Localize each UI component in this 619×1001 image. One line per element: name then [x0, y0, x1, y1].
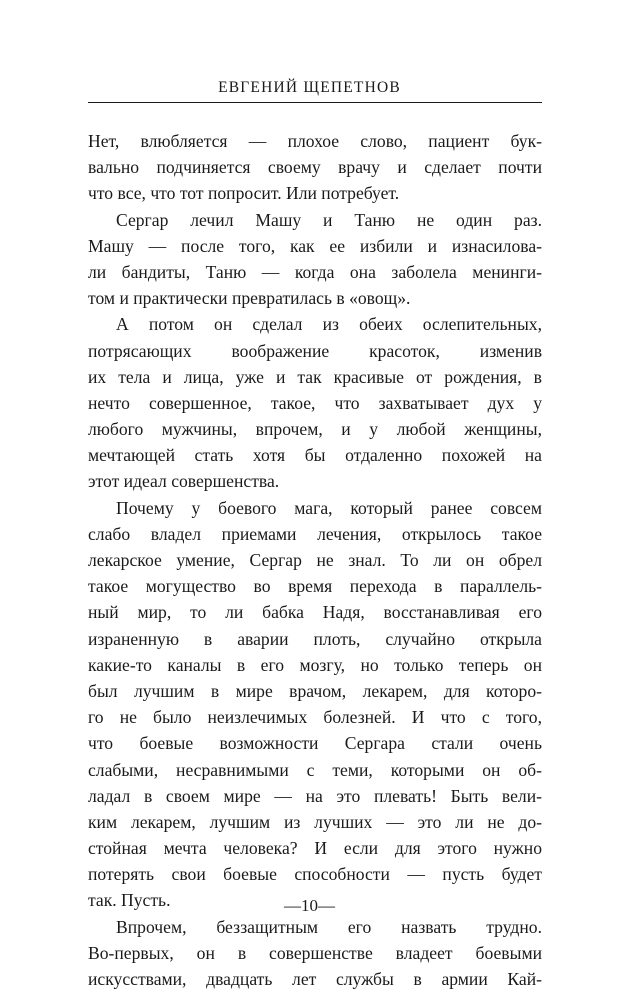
text-line: ладал в своем мире — на это плевать! Быть вели- — [88, 785, 542, 806]
text-line: израненную в аварии плоть, случайно открыла — [88, 628, 542, 649]
text-line: Машу — после того, как ее избили и изнасилова- — [88, 235, 542, 256]
text-line: ким лекарем, лучшим из лучших — это ли не до- — [88, 811, 542, 832]
text-line: Сергар лечил Машу и Таню не один раз. — [116, 209, 542, 230]
text-line: так. Пусть. — [88, 890, 171, 911]
text-line: что боевые возможности Сергара стали очень — [88, 733, 542, 754]
text-line: вально подчиняется своему врачу и сделает почти — [88, 157, 542, 178]
text-line: такое могущество во время перехода в параллель- — [88, 576, 542, 597]
text-line: Во-первых, он в совершенстве владеет боевыми — [88, 942, 542, 963]
text-line: этот идеал совершенства. — [88, 471, 280, 492]
page-number: —10— — [284, 896, 335, 915]
header-rule — [88, 102, 542, 103]
running-head: ЕВГЕНИЙ ЩЕПЕТНОВ — [218, 79, 401, 96]
text-line: слабо владел приемами лечения, открылось такое — [88, 523, 542, 544]
text-line: какие-то каналы в его мозгу, но только теперь он — [88, 654, 542, 675]
text-line: их тела и лица, уже и так красивые от рождения, в — [88, 366, 542, 387]
text-line: потрясающих воображение красоток, изменив — [88, 340, 542, 361]
text-line: Впрочем, беззащитным его назвать трудно. — [116, 916, 542, 937]
body-text — [88, 128, 542, 992]
text-line: любого мужчины, впрочем, и у любой женщины, — [88, 419, 542, 440]
text-line: был лучшим в мире врачом, лекарем, для которо- — [88, 680, 542, 701]
text-line: Нет, влюбляется — плохое слово, пациент бук- — [88, 131, 542, 151]
text-line: мечтающей стать хотя бы отдаленно похожей на — [88, 445, 542, 466]
text-line: Почему у боевого мага, который ранее совсем — [116, 497, 542, 518]
text-line: го не было неизлечимых болезней. И что с того, — [88, 707, 542, 728]
text-line: А потом он сделал из обеих ослепительных, — [116, 314, 542, 335]
text-line: лекарское умение, Сергар не знал. То ли он обрел — [88, 550, 542, 570]
text-line: нечто совершенное, такое, что захватывает дух у — [88, 392, 542, 413]
text-line: потерять свои боевые способности — пусть будет — [88, 864, 542, 885]
text-line: стойная мечта человека? И если для этого нужно — [88, 838, 542, 859]
text-line: ли бандиты, Таню — когда она заболела менинги- — [88, 261, 542, 282]
text-line: что все, что тот попросит. Или потребует. — [88, 183, 400, 204]
text-line: том и практически превратилась в «овощ». — [88, 288, 411, 309]
text-line: слабыми, несравнимыми с теми, которыми он об- — [88, 759, 542, 780]
text-line: ный мир, то ли бабка Надя, восстанавливая его — [88, 602, 542, 623]
text-line: искусствами, двадцать лет службы в армии Кай- — [88, 969, 542, 989]
